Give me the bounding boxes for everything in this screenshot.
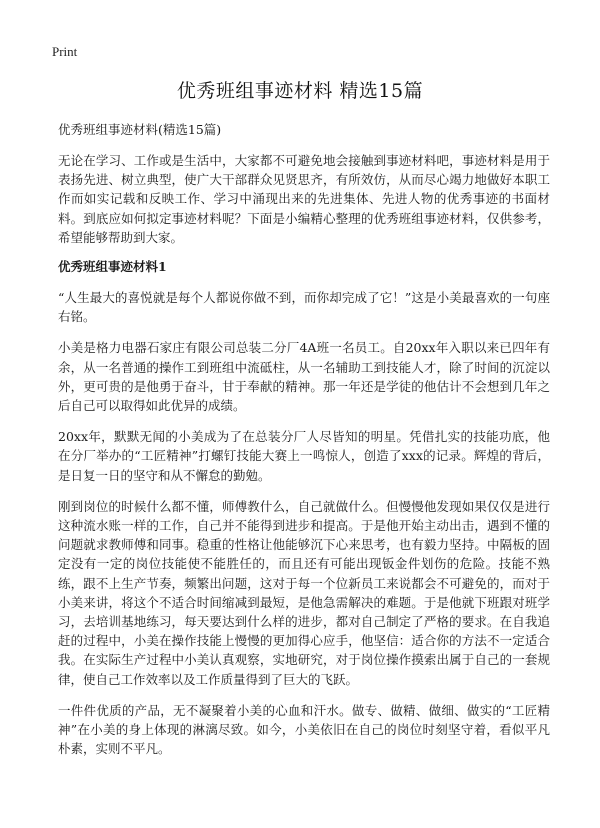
document-title: 优秀班组事迹材料 精选15篇: [176, 80, 424, 102]
body-paragraph-motto: “人生最大的喜悦就是每个人都说你做不到，而你却完成了它！”这是小美最喜欢的一句座右铭。: [58, 290, 550, 325]
body-paragraph-growth: 刚到岗位的时候什么都不懂，师傅教什么，自己就做什么。但慢慢他发现如果仅仅是进行这种流水账一样的工作，自己并不能得到进步和提高。于是他开始主动出击，遇到不懂的问题就求教师傅和同事。稳重的性格让他能够沉下心来思考，也有毅力坚持。中隔板的固定没有一定的岗位技能使不能胜任的，而且还有可能出现钣金件划伤的危险。技能不熟练，跟不上生产节奏，频繁出问题，这对于每一个位新员工来说都会不可避免的，而对于小美来讲，将这个不适合时间缩减到最短，是他急需解决的难题。于是他就下班跟对班学习，去培训基地练习，每天要达到什么样的进步，都对自己制定了严格的要求。在自我追赶的过程中，小美在操作技能上慢慢的更加得心应手，他坚信：适合你的方法不一定适合我。在实际生产过程中小美认真观察，实地研究，对于岗位操作摸索出属于自己的一套规律，使自己工作效率以及工作质量得到了巨大的飞跃。: [58, 498, 550, 687]
print-link[interactable]: Print: [52, 44, 78, 59]
body-paragraph-conclusion: 一件件优质的产品，无不凝聚着小美的心血和汗水。做专、做精、做细、做实的“工匠精神”在小美的身上体现的淋漓尽致。如今，小美依旧在自己的岗位时刻坚守着，看似平凡朴素，实则不平凡。: [58, 702, 550, 757]
document-body: [58, 122, 550, 770]
body-paragraph-background: 小美是格力电器石家庄有限公司总装二分厂4A班一名员工。自20xx年入职以来已四年有余，从一名普通的操作工到班组中流砥柱，从一名辅助工到技能人才，除了时间的沉淀以外，更可贵的是他勇于奋斗，甘于奉献的精神。那一年还是学徒的他估计不会想到几年之后自己可以取得如此优异的成绩。: [58, 340, 550, 414]
document-subtitle: 优秀班组事迹材料(精选15篇): [58, 122, 222, 137]
section-heading: 优秀班组事迹材料1: [58, 259, 167, 275]
body-paragraph-achievement: 20xx年，默默无闻的小美成为了在总装分厂人尽皆知的明星。凭借扎实的技能功底，他在分厂举办的“工匠精神”打螺钉技能大赛上一鸣惊人，创造了xxx的记录。辉煌的背后，是日复一日的坚守和从不懈怠的勤勉。: [58, 429, 550, 483]
intro-paragraph: 无论在学习、工作或是生活中，大家都不可避免地会接触到事迹材料吧，事迹材料是用于表扬先进、树立典型，使广大干部群众见贤思齐，有所效仿，从而尽心竭力地做好本职工作而如实记载和反映工作、学习中涌现出来的先进集体、先进人物的优秀事迹的书面材料。到底应如何拟定事迹材料呢？下面是小编精心整理的优秀班组事迹材料，仅供参考，希望能够帮助到大家。: [58, 153, 550, 245]
